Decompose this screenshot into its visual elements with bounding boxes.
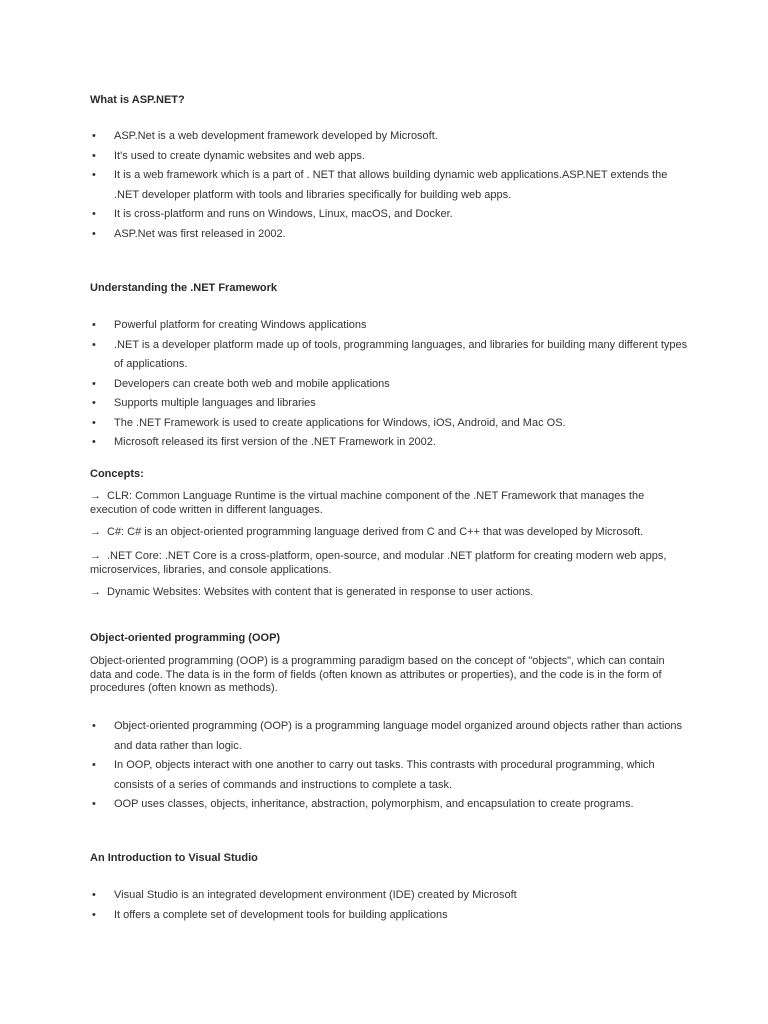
list-item: • .NET is a developer platform made up of tools, programming languages, and libraries for building many different types of applications.: [90, 336, 690, 375]
heading-visual-studio: An Introduction to Visual Studio: [90, 852, 258, 864]
concept-item: → .NET Core: .NET Core is a cross-platform, open-source, and modular .NET platform for creating modern web apps, microservices, libraries, and console applications.: [90, 550, 667, 576]
list-item: • Supports multiple languages and libraries: [90, 394, 690, 414]
heading-concepts: Concepts:: [90, 468, 144, 480]
list-item: • In OOP, objects interact with one another to carry out tasks. This contrasts with procedural programming, which consists of a series of commands and instructions to complete a task.: [90, 756, 690, 795]
list-item: • Microsoft released its first version of the .NET Framework in 2002.: [90, 433, 690, 453]
bullet-icon: •: [92, 130, 96, 142]
arrow-right-icon: →: [90, 550, 101, 562]
bullet-icon: •: [92, 908, 96, 921]
bullet-icon: •: [92, 338, 96, 351]
heading-understanding-dotnet: Understanding the .NET Framework: [90, 282, 278, 294]
concept-item: → Dynamic Websites: Websites with content that is generated in response to user actions.: [90, 586, 534, 598]
bullet-icon: •: [92, 889, 96, 901]
concept-item: → CLR: Common Language Runtime is the virtual machine component of the .NET Framework that manages the execution of code written in different languages.: [90, 490, 645, 516]
list-item: • It is a web framework which is a part of . NET that allows building dynamic web applications.ASP.NET extends the .NET developer platform with tools and libraries specifically for building web apps.: [90, 166, 690, 205]
list-item: • ASP.Net was first released in 2002.: [90, 225, 690, 245]
bullet-icon: •: [92, 319, 96, 331]
concept-item: → C#: C# is an object-oriented programming language derived from C and C++ that was developed by Microsoft.: [90, 526, 644, 538]
arrow-right-icon: →: [90, 526, 101, 538]
list-item: • Visual Studio is an integrated development environment (IDE) created by Microsoft: [90, 886, 690, 906]
bullet-icon: •: [92, 798, 96, 810]
dotnet-bullet-list: [90, 316, 690, 453]
bullet-icon: •: [92, 149, 96, 162]
list-item: • It's used to create dynamic websites and web apps.: [90, 147, 690, 167]
arrow-right-icon: →: [90, 586, 101, 598]
list-item: • It is cross-platform and runs on Windows, Linux, macOS, and Docker.: [90, 205, 690, 225]
bullet-icon: •: [92, 416, 96, 429]
list-item: • The .NET Framework is used to create applications for Windows, iOS, Android, and Mac OS.: [90, 414, 690, 434]
bullet-icon: •: [92, 169, 96, 181]
arrow-right-icon: →: [90, 490, 101, 502]
heading-oop: Object-oriented programming (OOP): [90, 632, 281, 644]
heading-what-is-aspnet: What is ASP.NET?: [90, 94, 185, 106]
bullet-icon: •: [92, 720, 96, 732]
bullet-icon: •: [92, 759, 96, 771]
list-item: • Object-oriented programming (OOP) is a programming language model organized around objects rather than actions and data rather than logic.: [90, 717, 690, 756]
aspnet-bullet-list: [90, 127, 690, 244]
list-item: • Developers can create both web and mobile applications: [90, 375, 690, 395]
oop-bullet-list: [90, 717, 690, 815]
list-item: • It offers a complete set of development tools for building applications: [90, 906, 690, 926]
bullet-icon: •: [92, 227, 96, 240]
list-item: • ASP.Net is a web development framework developed by Microsoft.: [90, 127, 690, 147]
bullet-icon: •: [92, 377, 96, 390]
vs-bullet-list: [90, 886, 690, 925]
bullet-icon: •: [92, 208, 96, 220]
list-item: • OOP uses classes, objects, inheritance, abstraction, polymorphism, and encapsulation to create programs.: [90, 795, 690, 815]
bullet-icon: •: [92, 397, 96, 409]
bullet-icon: •: [92, 436, 96, 448]
list-item: • Powerful platform for creating Windows applications: [90, 316, 690, 336]
oop-paragraph: Object-oriented programming (OOP) is a programming paradigm based on the concept of "objects", which can contain data and code. The data is in the form of fields (often known as attributes or properties), and the code is in the form of procedures (often known as methods).: [90, 655, 665, 694]
